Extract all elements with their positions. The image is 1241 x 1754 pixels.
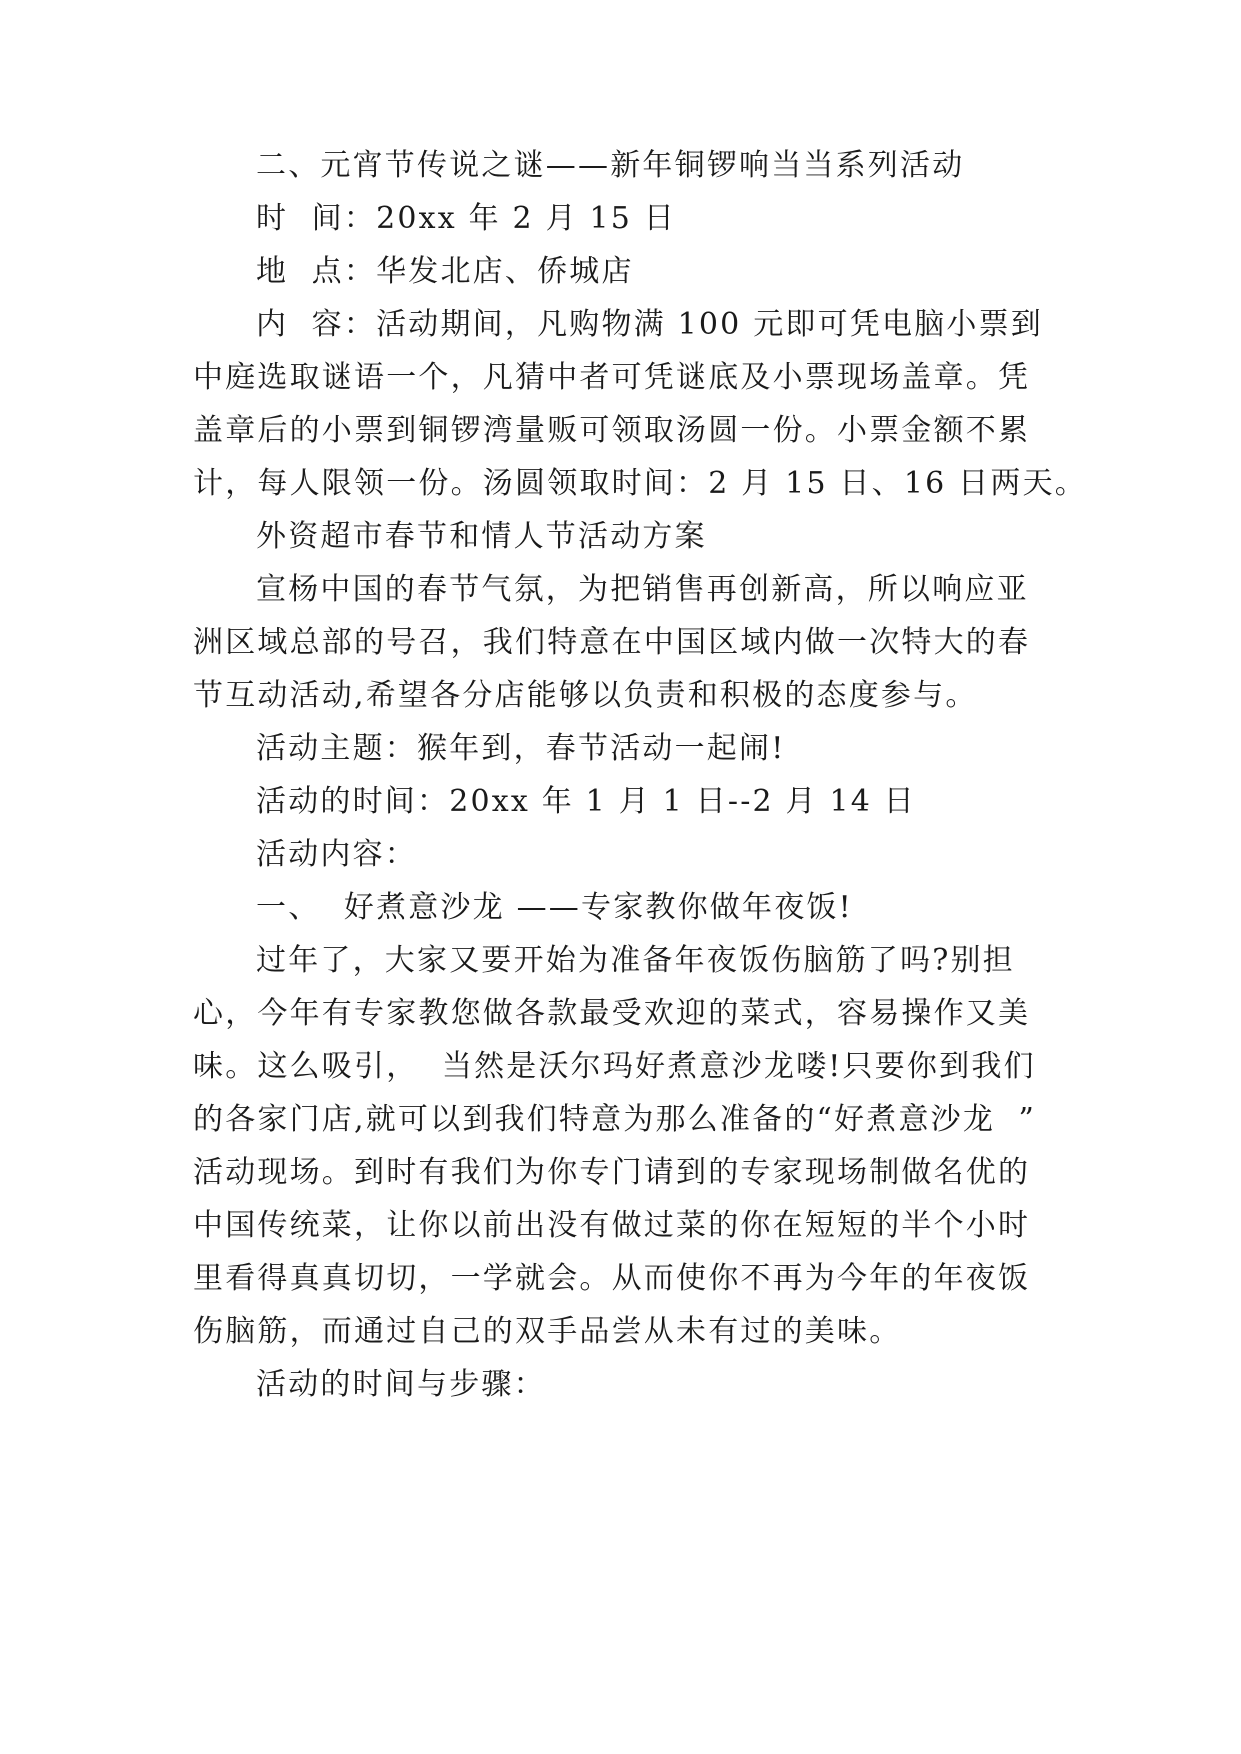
paragraph-line: 伤脑筋，而通过自己的双手品尝从未有过的美味。 — [193, 1314, 902, 1349]
event-time-line: 时 间：20xx 年 2 月 15 日 — [256, 201, 677, 236]
paragraph-line: 中庭选取谜语一个，凡猜中者可凭谜底及小票现场盖章。凭 — [193, 360, 1031, 395]
event-content-line: 内 容：活动期间，凡购物满 100 元即可凭电脑小票到 — [256, 307, 1044, 342]
paragraph-line: 活动现场。到时有我们为你专门请到的专家现场制做名优的 — [193, 1155, 1031, 1190]
paragraph-line: 心，今年有专家教您做各款最受欢迎的菜式，容易操作又美 — [193, 996, 1031, 1031]
activity-content-label: 活动内容： — [256, 837, 417, 872]
paragraph-line: 盖章后的小票到铜锣湾量贩可领取汤圆一份。小票金额不累 — [193, 413, 1031, 448]
paragraph-line: 洲区域总部的号召，我们特意在中国区域内做一次特大的春 — [193, 625, 1031, 660]
paragraph-line: 过年了，大家又要开始为准备年夜饭伤脑筋了吗?别担 — [256, 943, 1015, 978]
activity-time-line: 活动的时间：20xx 年 1 月 1 日--2 月 14 日 — [256, 784, 917, 819]
paragraph-line: 宣杨中国的春节气氛，为把销售再创新高，所以响应亚 — [256, 572, 1029, 607]
paragraph-line: 中国传统菜，让你以前出没有做过菜的你在短短的半个小时 — [193, 1208, 1031, 1243]
paragraph-line: 里看得真真切切，一学就会。从而使你不再为今年的年夜饭 — [193, 1261, 1031, 1296]
paragraph-line: 计，每人限领一份。汤圆领取时间：2 月 15 日、16 日两天。 — [193, 466, 1087, 501]
heading-cooking-salon: 一、 好煮意沙龙 ——专家教你做年夜饭! — [256, 890, 853, 925]
paragraph-line: 味。这么吸引， 当然是沃尔玛好煮意沙龙喽!只要你到我们 — [193, 1049, 1036, 1084]
heading-lantern-festival: 二、元宵节传说之谜——新年铜锣响当当系列活动 — [256, 148, 965, 183]
paragraph-line: 节互动活动,希望各分店能够以负责和积极的态度参与。 — [193, 678, 978, 713]
event-location-line: 地 点：华发北店、侨城店 — [256, 254, 634, 289]
paragraph-line: 的各家门店,就可以到我们特意为那么准备的“好煮意沙龙 ” — [193, 1102, 1037, 1137]
activity-theme-line: 活动主题：猴年到，春节活动一起闹! — [256, 731, 786, 766]
activity-steps-label: 活动的时间与步骤： — [256, 1367, 546, 1402]
section-title-plan: 外资超市春节和情人节活动方案 — [256, 519, 707, 554]
